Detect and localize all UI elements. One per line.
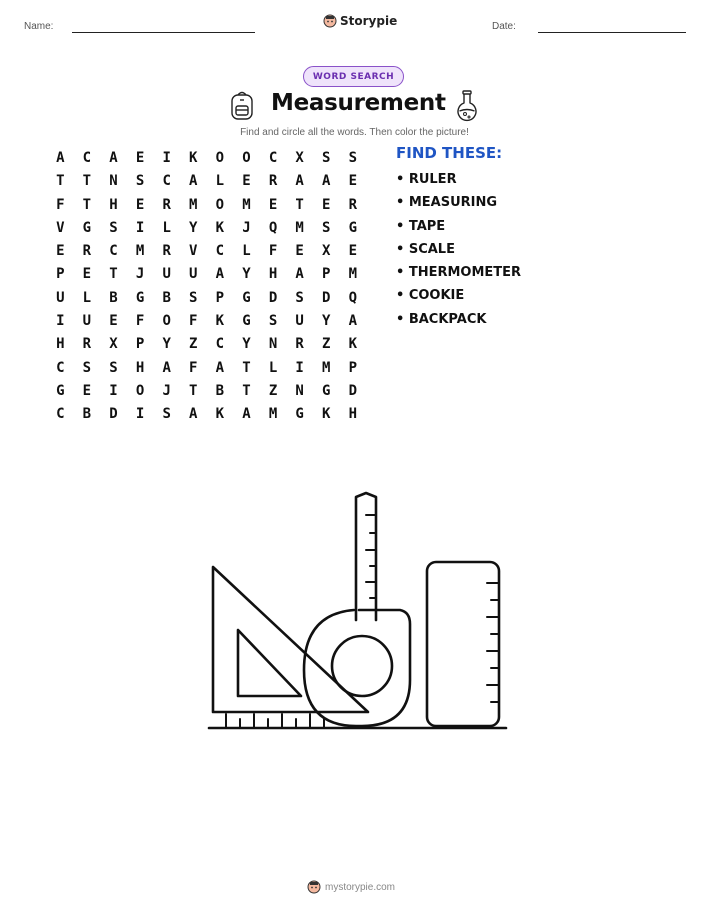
grid-letter[interactable]: K [189,150,198,166]
grid-letter[interactable]: S [109,219,118,236]
grid-letter[interactable]: O [215,150,225,166]
grid-letter[interactable]: A [189,173,198,190]
grid-letter[interactable]: I [56,313,65,330]
grid-letter[interactable]: A [189,406,198,423]
grid-letter[interactable]: J [242,219,251,236]
grid-letter[interactable]: M [348,266,358,283]
grid-letter[interactable]: D [109,406,118,423]
find-these-heading: FIND THESE: [396,144,503,162]
grid-letter[interactable]: J [162,382,171,399]
grid-letter[interactable]: X [295,150,304,166]
word-list-item: • MEASURING [396,195,498,211]
grid-letter[interactable]: Z [322,336,331,353]
word-list-item: • RULER [396,172,457,187]
word-search-badge: WORD SEARCH [303,66,404,87]
grid-letter[interactable]: A [242,406,251,423]
grid-letter[interactable]: A [348,313,358,330]
grid-letter[interactable]: S [348,150,358,166]
grid-letter[interactable]: S [109,359,118,376]
grid-letter[interactable]: B [109,289,118,306]
grid-letter[interactable]: M [322,359,331,376]
grid-letter[interactable]: M [189,196,198,213]
grid-letter[interactable]: P [348,359,358,376]
grid-letter[interactable]: L [215,173,225,190]
grid-letter[interactable]: E [268,196,278,213]
grid-letter[interactable]: S [162,406,171,423]
grid-letter[interactable]: G [322,382,331,399]
grid-letter[interactable]: Y [189,219,198,236]
grid-letter[interactable]: O [242,150,251,166]
grid-letter[interactable]: C [56,406,65,423]
grid-letter[interactable]: L [268,359,278,376]
grid-letter[interactable]: B [82,406,92,423]
grid-letter[interactable]: Z [189,336,198,353]
grid-letter[interactable]: E [135,150,145,166]
grid-letter[interactable]: A [109,150,118,166]
grid-letter[interactable]: J [135,266,145,283]
grid-letter[interactable]: F [189,359,198,376]
grid-letter[interactable]: T [242,359,251,376]
grid-letter[interactable]: Q [348,289,358,306]
grid-letter[interactable]: C [109,243,118,260]
grid-letter[interactable]: C [56,359,65,376]
word-list-item: • COOKIE [396,288,465,304]
grid-letter[interactable]: Y [242,266,251,283]
grid-letter[interactable]: S [322,219,331,236]
grid-letter[interactable]: A [295,173,304,190]
grid-letter[interactable]: V [189,243,198,260]
grid-letter[interactable]: I [135,406,145,423]
grid-letter[interactable]: P [322,266,331,283]
name-line[interactable] [72,32,255,33]
grid-letter[interactable]: M [135,243,145,260]
grid-letter[interactable]: Q [268,219,278,236]
grid-letter[interactable]: E [56,243,65,260]
storypie-mascot-icon [323,14,337,28]
grid-letter[interactable]: B [162,289,171,306]
grid-letter[interactable]: E [348,173,358,190]
grid-letter[interactable]: G [82,219,92,236]
grid-letter[interactable]: H [56,336,65,353]
grid-letter[interactable]: U [82,313,92,330]
grid-letter[interactable]: E [109,313,118,330]
letter-grid [47,148,367,428]
tape-blade-ticks [366,515,376,598]
grid-letter[interactable]: C [162,173,171,190]
grid-letter[interactable]: X [322,243,331,260]
grid-letter[interactable]: R [82,243,92,260]
backpack-icon [229,90,255,121]
word-list-item: • THERMOMETER [396,265,522,281]
grid-letter[interactable]: F [135,313,145,330]
grid-letter[interactable]: R [82,336,92,353]
grid-letter[interactable]: C [215,336,225,353]
grid-letter[interactable]: L [82,289,92,306]
grid-letter[interactable]: K [348,336,358,353]
footer [307,880,395,894]
grid-letter[interactable]: G [56,382,65,399]
grid-letter[interactable]: U [56,289,65,306]
grid-letter[interactable]: B [215,382,225,399]
grid-letter[interactable]: C [215,243,225,260]
grid-letter[interactable]: E [82,382,92,399]
grid-letter[interactable]: I [295,359,304,376]
grid-letter[interactable]: R [162,196,171,213]
date-label: Date: [492,21,516,32]
grid-letter[interactable]: R [162,243,171,260]
grid-letter[interactable]: S [135,173,145,190]
grid-letter[interactable]: E [242,173,251,190]
grid-letter[interactable]: K [215,219,225,236]
grid-letter[interactable]: S [268,313,278,330]
grid-letter[interactable]: R [295,336,304,353]
grid-letter[interactable]: H [109,196,118,213]
grid-letter[interactable]: I [135,219,145,236]
grid-letter[interactable]: H [135,359,145,376]
grid-letter[interactable]: P [135,336,145,353]
grid-letter[interactable]: Z [268,382,278,399]
grid-letter[interactable]: H [268,266,278,283]
grid-letter[interactable]: S [322,150,331,166]
flask-icon [456,90,478,122]
word-list [396,170,521,333]
grid-letter[interactable]: E [295,243,304,260]
grid-letter[interactable]: H [348,406,358,423]
grid-letter[interactable]: N [295,382,304,399]
grid-letter[interactable]: G [135,289,145,306]
grid-letter[interactable]: M [295,219,304,236]
grid-letter[interactable]: S [189,289,198,306]
date-line[interactable] [538,32,686,33]
grid-letter[interactable]: A [295,266,304,283]
grid-letter[interactable]: N [109,173,118,190]
grid-letter[interactable]: G [242,289,251,306]
grid-letter[interactable]: U [162,266,171,283]
grid-letter[interactable]: L [242,243,251,260]
storypie-mascot-icon [307,880,321,894]
grid-letter[interactable]: E [82,266,92,283]
grid-letter[interactable]: C [268,150,278,166]
grid-letter[interactable]: E [135,196,145,213]
grid-letter[interactable]: C [82,150,92,166]
grid-letter[interactable]: T [109,266,118,283]
grid-letter[interactable]: V [56,219,65,236]
grid-letter[interactable]: M [242,196,251,213]
page-title: Measurement [271,90,446,116]
grid-letter[interactable]: Y [242,336,251,353]
grid-letter[interactable]: K [322,406,331,423]
grid-letter[interactable]: D [322,289,331,306]
grid-letter[interactable]: O [135,382,145,399]
grid-letter[interactable]: R [268,173,278,190]
base-ticks [226,714,324,728]
grid-letter[interactable]: P [56,266,65,283]
grid-letter[interactable]: O [215,196,225,213]
grid-letter[interactable]: T [82,196,92,213]
grid-letter[interactable]: F [56,196,65,213]
grid-letter[interactable]: O [162,313,171,330]
grid-letter[interactable]: T [82,173,92,190]
grid-letter[interactable]: A [322,173,331,190]
grid-letter[interactable]: Y [162,336,171,353]
grid-letter[interactable]: I [162,150,171,166]
grid-letter[interactable]: A [56,150,65,166]
grid-letter[interactable]: U [189,266,198,283]
grid-letter[interactable]: F [189,313,198,330]
grid-letter[interactable]: T [295,196,304,213]
grid-letter[interactable]: L [162,219,171,236]
grid-letter[interactable]: G [348,219,358,236]
grid-letter[interactable]: A [215,359,225,376]
grid-letter[interactable]: X [109,336,118,353]
grid-letter[interactable]: Y [322,313,331,330]
footer-url[interactable]: mystorypie.com [325,881,396,893]
grid-letter[interactable]: U [295,313,304,330]
word-list-item: • TAPE [396,218,446,234]
grid-letter[interactable]: A [215,266,225,283]
word-list-item: • SCALE [396,241,455,257]
brand-name: Storypie [340,14,398,28]
grid-letter[interactable]: D [268,289,278,306]
grid-letter[interactable]: K [215,406,225,423]
brand-logo [323,14,397,28]
grid-letter[interactable]: D [348,382,358,399]
grid-letter[interactable]: T [56,173,65,190]
grid-letter[interactable]: T [189,382,198,399]
grid-letter[interactable]: P [215,289,225,306]
grid-letter[interactable]: S [295,289,304,306]
grid-letter[interactable]: E [322,196,331,213]
grid-letter[interactable]: S [82,359,92,376]
grid-letter[interactable]: T [242,382,251,399]
grid-letter[interactable]: K [215,313,225,330]
grid-letter[interactable]: R [348,196,358,213]
instructions: Find and circle all the words. Then color the picture! [240,127,469,138]
word-list-item: • BACKPACK [396,311,487,327]
grid-letter[interactable]: F [268,243,278,260]
grid-letter[interactable]: G [295,406,304,423]
grid-letter[interactable]: I [109,382,118,399]
measurement-tools-illustration [204,490,512,735]
grid-letter[interactable]: N [268,336,278,353]
name-label: Name: [24,21,54,32]
grid-letter[interactable]: E [348,243,358,260]
grid-letter[interactable]: G [242,313,251,330]
ruler-ticks [487,583,499,702]
grid-letter[interactable]: A [162,359,171,376]
grid-letter[interactable]: M [268,406,278,423]
